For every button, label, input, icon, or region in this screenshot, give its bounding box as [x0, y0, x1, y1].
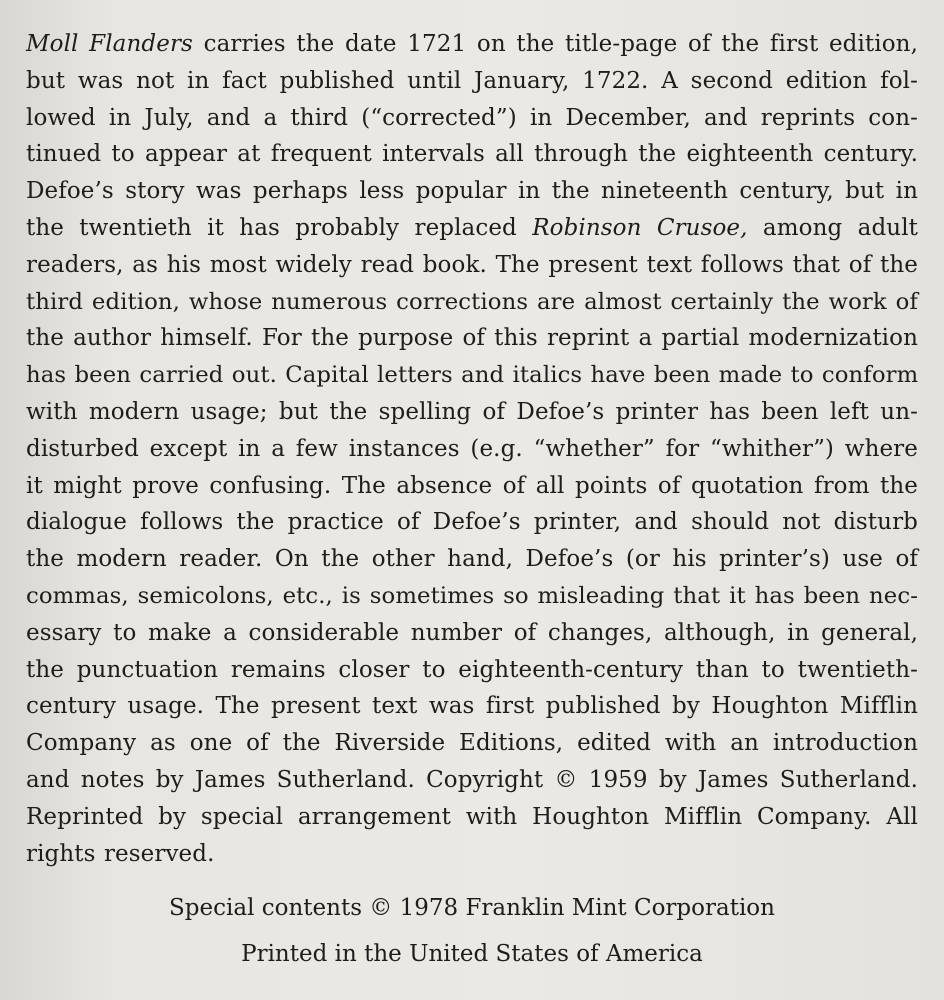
imprint-block [0, 885, 944, 977]
paragraph-line-6: the twentieth it has probably replaced Robinson Crusoe, among adult [26, 214, 918, 241]
printed-in-line: Printed in the United States of America [241, 941, 703, 967]
book-title-moll-flanders: Moll Flanders [26, 31, 193, 57]
paragraph-line-8: third edition, whose numerous corrections are almost certainly the work of [26, 288, 918, 315]
book-title-robinson-crusoe: Robinson Crusoe, [532, 214, 748, 241]
paragraph-line-17: essary to make a considerable number of changes, although, in general, [26, 619, 918, 646]
paragraph-line-23: rights reserved. [26, 840, 215, 867]
paragraph-line-16: commas, semicolons, etc., is sometimes so misleading that it has been nec- [26, 582, 918, 609]
paragraph-line-19: century usage. The present text was first published by Houghton Mifflin [26, 693, 918, 720]
paragraph-line-2: but was not in fact published until January, 1722. A second edition fol- [26, 67, 918, 94]
paragraph-line-12: disturbed except in a few instances (e.g. “whether” for “whither”) where [26, 435, 918, 462]
paragraph-line-20: Company as one of the Riverside Editions, edited with an introduction [26, 730, 918, 757]
paragraph-line-15: the modern reader. On the other hand, Defoe’s (or his printer’s) use of [26, 546, 918, 573]
paragraph-line-13: it might prove confusing. The absence of all points of quotation from the [26, 472, 918, 499]
paragraph-line-7: readers, as his most widely read book. The present text follows that of the [26, 251, 918, 278]
paragraph-line-18: the punctuation remains closer to eighteenth-century than to twentieth- [26, 656, 918, 683]
copyright-note-paragraph [26, 26, 918, 872]
special-contents-line: Special contents © 1978 Franklin Mint Corporation [169, 895, 775, 921]
paragraph-line-11: with modern usage; but the spelling of Defoe’s printer has been left un- [26, 398, 918, 425]
paragraph-line-5: Defoe’s story was perhaps less popular in the nineteenth century, but in [26, 178, 918, 205]
paragraph-line-10: has been carried out. Capital letters and italics have been made to conform [26, 362, 919, 389]
paragraph-line-21: and notes by James Sutherland. Copyright © 1959 by James Sutherland. [26, 766, 918, 793]
paragraph-line-3: lowed in July, and a third (“corrected”) in December, and reprints con- [26, 104, 918, 131]
paragraph-line-9: the author himself. For the purpose of this reprint a partial modernization [26, 325, 918, 352]
paragraph-line-1: Moll Flanders carries the date 1721 on the title-page of the first edition, [26, 31, 918, 57]
paragraph-line-14: dialogue follows the practice of Defoe’s printer, and should not disturb [26, 509, 918, 536]
paragraph-line-22: Reprinted by special arrangement with Houghton Mifflin Company. All [26, 803, 918, 830]
paragraph-line-4: tinued to appear at frequent intervals all through the eighteenth century. [26, 141, 918, 168]
